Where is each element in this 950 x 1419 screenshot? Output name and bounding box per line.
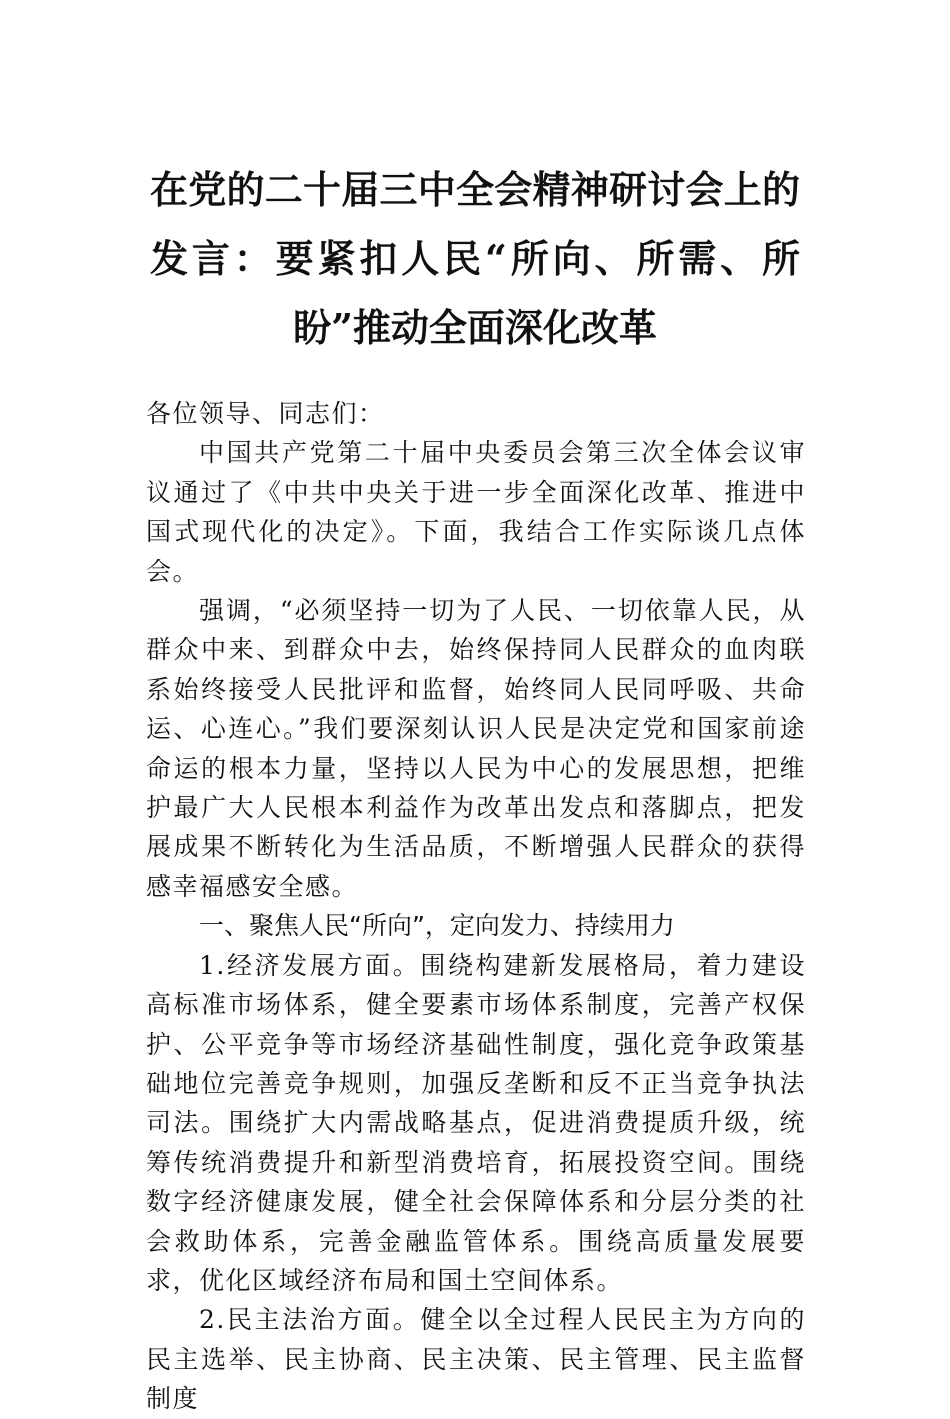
paragraph-intro: 中国共产党第二十届中央委员会第三次全体会议审议通过了《中共中央关于进一步全面深化改革、推进中国式现代化的决定》。下面，我结合工作实际谈几点体会。 — [146, 438, 806, 586]
document-title: 在党的二十届三中全会精神研讨会上的发言：要紧扣人民“所向、所需、所盼”推动全面深化改革 — [150, 167, 800, 350]
document-body — [146, 394, 806, 1419]
item-lead: 2.民主法治方面。 — [199, 1305, 421, 1335]
salutation: 各位领导、同志们： — [146, 399, 385, 428]
item-text: 围绕构建新发展格局，着力建设高标准市场体系，健全要素市场体系制度，完善产权保护、公平竞争等市场经济基础性制度，强化竞争政策基础地位完善竞争规则，加强反垄断和反不正当竞争执法司法。围绕扩大内需战略基点，促进消费提质升级，统筹传统消费提升和新型消费培育，拓展投资空间。围绕数字经济健康发展，健全社会保障体系和分层分类的社会救助体系，完善金融监管体系。围绕高质量发展要求，优化区域经济布局和国土空间体系。 — [146, 950, 806, 1295]
section-heading: 一、聚焦人民“所向”，定向发力、持续用力 — [199, 911, 675, 941]
list-item-democracy — [146, 1300, 806, 1418]
list-item-economy — [146, 946, 806, 1301]
paragraph-quote: 强调，“必须坚持一切为了人民、一切依靠人民，从群众中来、到群众中去，始终保持同人民群众的血肉联系始终接受人民批评和监督，始终同人民同呼吸、共命运、心连心。”我们要深刻认识人民是决定党和国家前途命运的根本力量，坚持以人民为中心的发展思想，把维护最广大人民根本利益作为改革出发点和落脚点，把发展成果不断转化为生活品质，不断增强人民群众的获得感幸福感安全感。 — [146, 596, 806, 901]
item-lead: 1.经济发展方面。 — [199, 950, 421, 980]
item-text: 健全以全过程人民民主为方向的民主选举、民主协商、民主决策、民主管理、民主监督制度 — [146, 1305, 806, 1414]
